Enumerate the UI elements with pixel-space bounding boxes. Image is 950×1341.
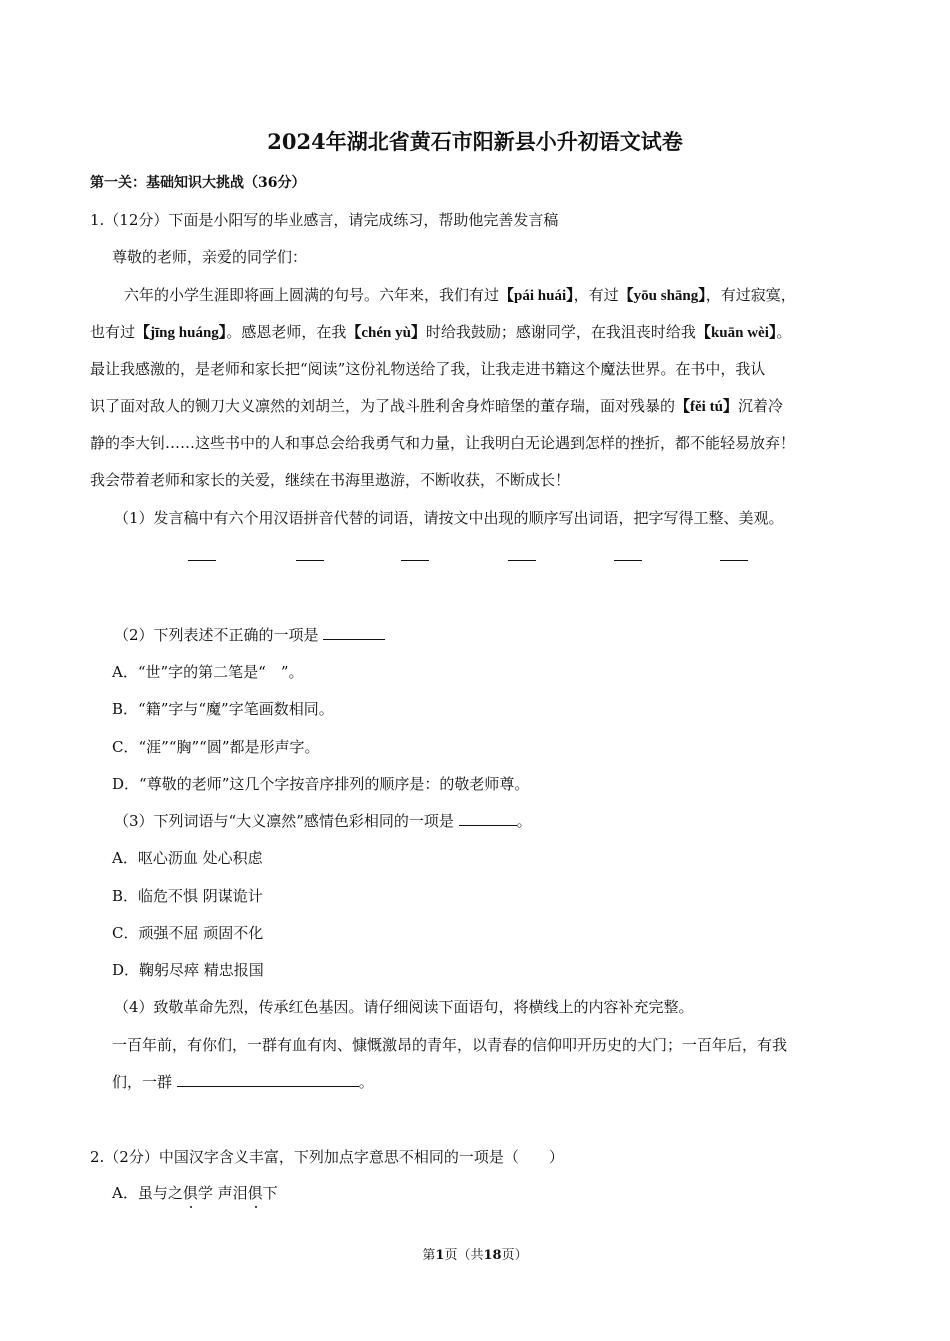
q2-header: 2.（2分）中国汉字含义丰富，下列加点字意思不相同的一项是（ ） bbox=[90, 1148, 564, 1166]
period: 。 bbox=[516, 812, 532, 830]
q1-passage-line bbox=[124, 285, 796, 306]
q1-passage-line bbox=[90, 322, 791, 343]
answer-line[interactable] bbox=[401, 560, 429, 561]
dotted-character: 俱 bbox=[182, 1184, 198, 1202]
q1-header: 1.（12分）下面是小阳写的毕业感言，请完成练习，帮助他完善发言稿 bbox=[90, 211, 559, 229]
passage-text: ，有过寂寞， bbox=[705, 286, 796, 304]
sub2-option-a: A．“世”字的第二笔是“ ”。 bbox=[112, 663, 304, 681]
answer-line[interactable] bbox=[188, 560, 216, 561]
exam-title: 2024年湖北省黄石市阳新县小升初语文试卷 bbox=[267, 129, 683, 154]
sub4-sentence-cont bbox=[112, 1072, 374, 1092]
q1-passage-line: 静的李大钊……这些书中的人和事总会给我勇气和力量，让我明白无论遇到怎样的挫折，都不能轻易放弃！ bbox=[90, 434, 796, 452]
dotted-character: 俱 bbox=[247, 1184, 263, 1202]
pinyin-blank: 【kuān wèi】 bbox=[695, 325, 777, 341]
option-label: A． bbox=[112, 1184, 138, 1202]
footer-text: 页（共 bbox=[444, 1248, 484, 1263]
option-text: 下 bbox=[262, 1184, 278, 1202]
answer-line[interactable] bbox=[614, 560, 642, 561]
pinyin-blank: 【pái huái】 bbox=[499, 288, 574, 304]
passage-text: 。 bbox=[776, 323, 792, 341]
q1-sub1: （1）发言稿中有六个用汉语拼音代替的词语，请按文中出现的顺序写出词语，把字写得工整、美观。 bbox=[114, 509, 784, 527]
q1-sub3 bbox=[114, 811, 532, 831]
passage-text: 也有过 bbox=[90, 323, 136, 341]
q1-passage-line bbox=[90, 396, 783, 417]
answer-line[interactable] bbox=[720, 560, 748, 561]
passage-text: 六年的小学生涯即将画上圆满的句号。六年来，我们有过 bbox=[124, 286, 500, 304]
sub3-option-c: C．顽强不屈 顽固不化 bbox=[112, 924, 264, 942]
sub2-option-b: B．“籍”字与“魔”字笔画数相同。 bbox=[112, 700, 334, 718]
answer-blank[interactable] bbox=[459, 811, 517, 826]
page-footer bbox=[0, 1244, 950, 1263]
passage-text: 时给我鼓励；感谢同学，在我沮丧时给我 bbox=[425, 323, 696, 341]
sub-question-text: （3）下列词语与“大义凛然”感情色彩相同的一项是 bbox=[114, 812, 454, 830]
q1-passage-line: 我会带着老师和家长的关爱，继续在书海里遨游，不断收获，不断成长！ bbox=[90, 471, 571, 489]
period: 。 bbox=[358, 1073, 374, 1091]
q1-sub2 bbox=[114, 625, 385, 645]
sub3-option-a: A．呕心沥血 处心积虑 bbox=[112, 849, 263, 867]
passage-text: ，有过 bbox=[573, 286, 619, 304]
sub4-sentence: 一百年前，有你们，一群有血有肉、慷慨激昂的青年，以青春的信仰叩开历史的大门；一百年后，有我 bbox=[112, 1036, 788, 1054]
answer-blank[interactable] bbox=[323, 625, 385, 640]
footer-text: 页） bbox=[501, 1248, 528, 1263]
sentence-text: 们，一群 bbox=[112, 1073, 173, 1091]
pinyin-blank: 【jīng huáng】 bbox=[135, 325, 227, 341]
footer-text: 第 bbox=[422, 1248, 436, 1263]
answer-line[interactable] bbox=[296, 560, 324, 561]
passage-text: 识了面对敌人的铡刀大义凛然的刘胡兰，为了战斗胜利舍身炸暗堡的董存瑞，面对残暴的 bbox=[90, 397, 676, 415]
sub3-option-b: B．临危不惧 阴谋诡计 bbox=[112, 887, 263, 905]
q2-option-a bbox=[112, 1183, 278, 1203]
q1-greeting: 尊敬的老师，亲爱的同学们： bbox=[112, 248, 308, 266]
passage-text: 。感恩老师，在我 bbox=[226, 323, 347, 341]
passage-text: 沉着冷 bbox=[737, 397, 783, 415]
q1-sub4: （4）致敬革命先烈，传承红色基因。请仔细阅读下面语句，将横线上的内容补充完整。 bbox=[114, 998, 694, 1016]
option-text: 虽与之 bbox=[137, 1184, 183, 1202]
sub2-option-c: C．“涯”“胸”“圆”都是形声字。 bbox=[112, 738, 320, 756]
total-pages: 18 bbox=[483, 1248, 502, 1263]
sub-question-text: （2）下列表述不正确的一项是 bbox=[114, 626, 319, 644]
pinyin-blank: 【yōu shāng】 bbox=[618, 288, 706, 304]
answer-blank[interactable] bbox=[177, 1072, 359, 1087]
answer-line[interactable] bbox=[508, 560, 536, 561]
current-page-number: 1 bbox=[435, 1248, 445, 1263]
pinyin-blank: 【fěi tú】 bbox=[675, 399, 738, 415]
pinyin-blank: 【chén yù】 bbox=[346, 325, 426, 341]
section-heading: 第一关：基础知识大挑战（36分） bbox=[90, 175, 306, 191]
q1-passage-line: 最让我感激的，是老师和家长把“阅读”这份礼物送给了我，让我走进书籍这个魔法世界。在书中，我认 bbox=[90, 360, 766, 378]
option-text: 学 声泪 bbox=[197, 1184, 248, 1202]
sub3-option-d: D．鞠躬尽瘁 精忠报国 bbox=[112, 961, 264, 979]
sub2-option-d: D．“尊敬的老师”这几个字按音序排列的顺序是：的敬老师尊。 bbox=[112, 775, 530, 793]
